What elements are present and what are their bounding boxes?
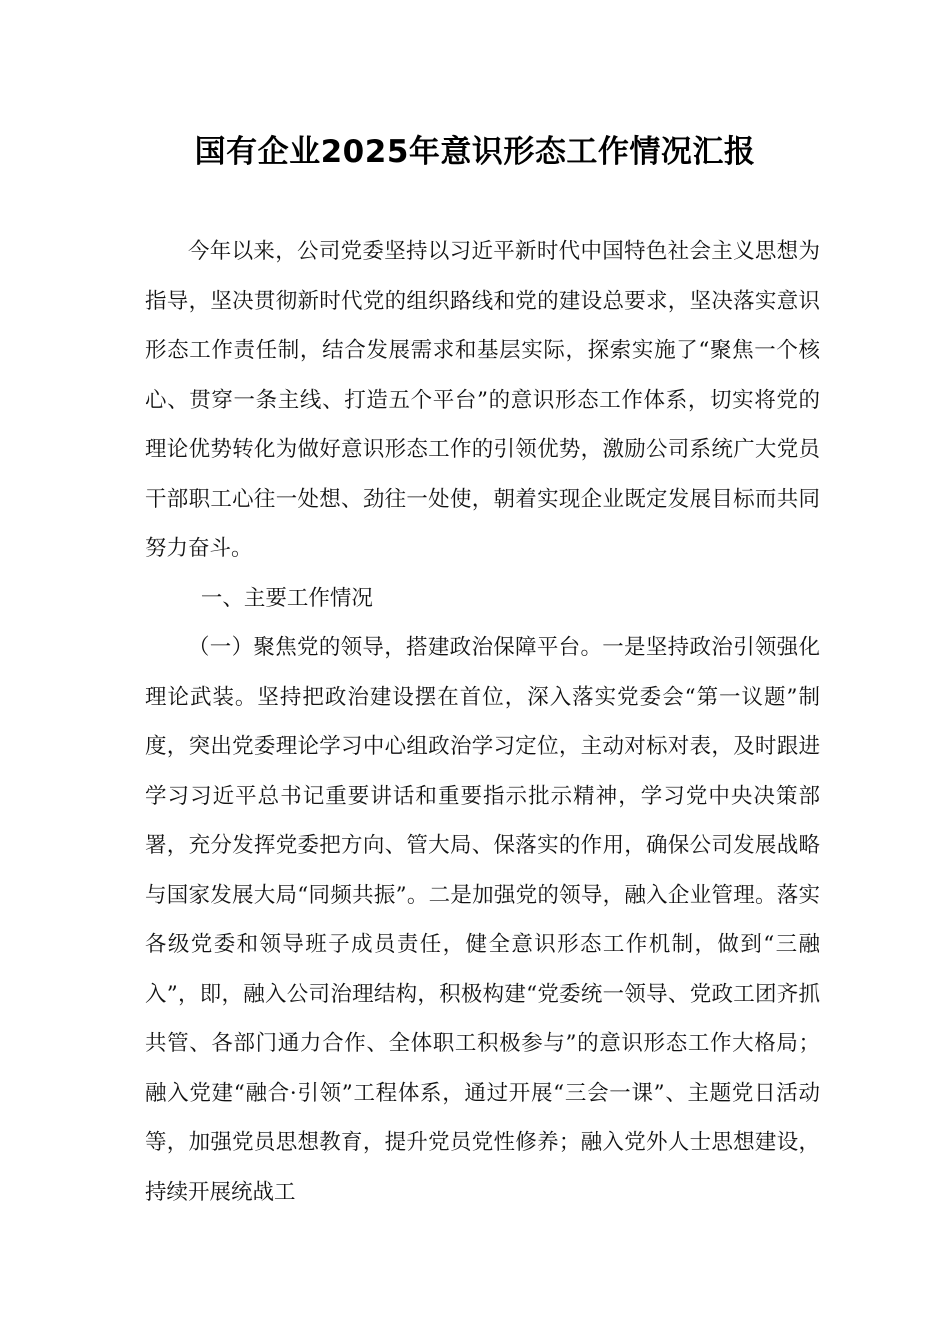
- intro-paragraph: 今年以来，公司党委坚持以习近平新时代中国特色社会主义思想为指导，坚决贯彻新时代党的组织路线和党的建设总要求，坚决落实意识形态工作责任制，结合发展需求和基层实际，探索实施了“聚焦一个核心、贯穿一条主线、打造五个平台”的意识形态工作体系，切实将党的理论优势转化为做好意识形态工作的引领优势，激励公司系统广大党员干部职工心往一处想、劲往一处使，朝着实现企业既定发展目标而共同努力奋斗。: [145, 239, 820, 561]
- document-title: 国有企业2025年意识形态工作情况汇报: [194, 134, 756, 170]
- document-body: [145, 227, 820, 1217]
- section-paragraph: （一）聚焦党的领导，搭建政治保障平台。一是坚持政治引领强化理论武装。坚持把政治建设摆在首位，深入落实党委会“第一议题”制度，突出党委理论学习中心组政治学习定位，主动对标对表，及时跟进学习习近平总书记重要讲话和重要指示批示精神，学习党中央决策部署，充分发挥党委把方向、管大局、保落实的作用，确保公司发展战略与国家发展大局“同频共振”。二是加强党的领导，融入企业管理。落实各级党委和领导班子成员责任，健全意识形态工作机制，做到“三融入”，即，融入公司治理结构，积极构建“党委统一领导、党政工团齐抓共管、各部门通力合作、全体职工积极参与”的意识形态工作大格局；融入党建“融合·引领”工程体系，通过开展“三会一课”、主题党日活动等，加强党员思想教育，提升党员党性修养；融入党外人士思想建设，持续开展统战工: [145, 635, 820, 1205]
- section-heading: 一、主要工作情况: [200, 585, 373, 611]
